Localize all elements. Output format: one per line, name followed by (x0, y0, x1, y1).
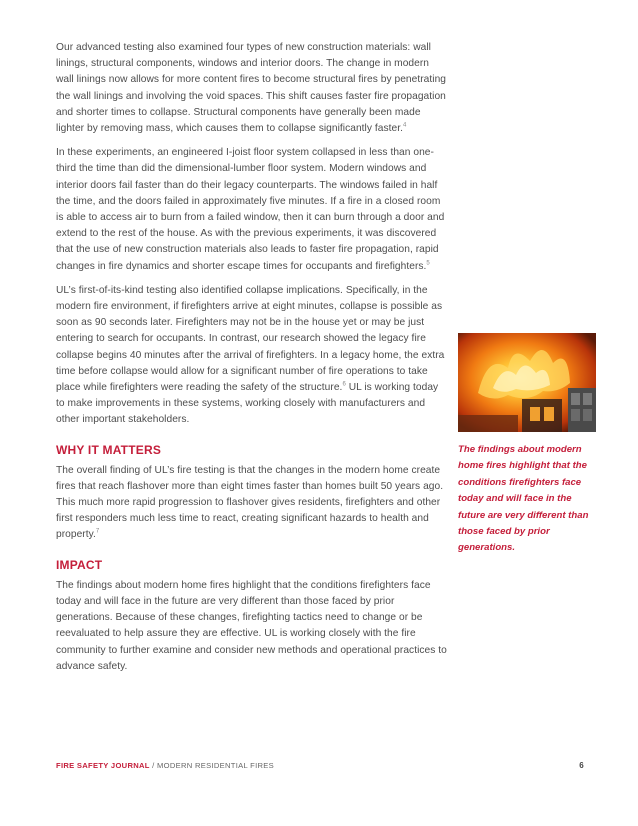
paragraph-text: UL’s first-of-its-kind testing also identified collapse implications. Specifically, in the modern fire environment, if firefighters arrive at eight minutes, collapse is possible as soon as 90 seconds later. Firefighters may not be in the house yet or may be just entering to search for occupants. In contrast, our research showed the legacy fire collapse begins 40 minutes after the arrival of firefighters. In a legacy home, the extra time before collapse would allow for a significant number of fire operations to take place while firefighters were reading the safety of the structure. (56, 284, 445, 394)
paragraph-text: UL is working today to make improvements in these systems, working closely with manufacturers and other important stakeholders. (56, 382, 439, 426)
body-paragraph (56, 283, 448, 429)
main-column (56, 40, 448, 683)
footer-separator: / (149, 761, 157, 770)
body-paragraph (56, 578, 448, 675)
footnote-marker: 7 (95, 529, 100, 536)
footnote-marker: 6 (342, 381, 346, 388)
sidebar (458, 333, 596, 557)
footnote-marker: 4 (402, 122, 407, 129)
body-paragraph (56, 145, 448, 275)
paragraph-text: The findings about modern home fires highlight that the conditions firefighters face today and will face in the future are very different than those faced by prior generations. Because of these changes, firefighting tactics need to change or be reevaluated to help assure they are effective. UL is working closely with the fire community to further examine and consider new methods and operational practices to advance safety. (56, 579, 447, 672)
footnote-marker: 5 (426, 260, 430, 267)
house-fire-photo (458, 333, 596, 432)
paragraph-text: In these experiments, an engineered I-joist floor system collapsed in less than one-third the time than did the dimensional-lumber floor system. Modern windows and interior doors fail faster than do their legacy counterparts. The windows failed in half the time, and the doors failed in approximately five minutes. If a fire in a closed room is able to access air to burn from a failed window, then it can burn through a door and extend to the rest of the house. As with the previous experiments, it was discovered that the use of new construction materials also leads to faster fire propagation, rapid changes in fire dynamics and shorter escape times for occupants and firefighters. (56, 147, 445, 272)
journal-name: FIRE SAFETY JOURNAL (56, 761, 150, 770)
page-footer (56, 761, 584, 770)
body-paragraph (56, 463, 448, 544)
section-heading-why-it-matters: WHY IT MATTERS (56, 442, 162, 457)
photo-caption: The findings about modern home fires highlight that the conditions firefighters face today and will face in the future are very different than those faced by prior generations. (458, 444, 589, 554)
paragraph-text: The overall finding of UL’s fire testing is that the changes in the modern home create fires that reach flashover more than eight times faster than homes built 50 years ago. This much more rapid progression to flashover gives residents, firefighters and other first responders much less time to react, creating significant hazards to health and property. (56, 464, 444, 541)
page-number: 6 (579, 761, 584, 770)
paragraph-text: Our advanced testing also examined four types of new construction materials: wall linings, structural components, windows and interior doors. The change in modern wall linings now allows for more content fires to become structural fires by penetrating the wall linings and involving the void spaces. This shift causes faster fire propagation and shorter times to collapse. Structural components have generally been made lighter by removing mass, which causes them to collapse significantly faster. (56, 42, 447, 135)
section-name: MODERN RESIDENTIAL FIRES (156, 761, 275, 770)
section-heading-impact: IMPACT (56, 557, 103, 572)
body-paragraph (56, 40, 448, 137)
